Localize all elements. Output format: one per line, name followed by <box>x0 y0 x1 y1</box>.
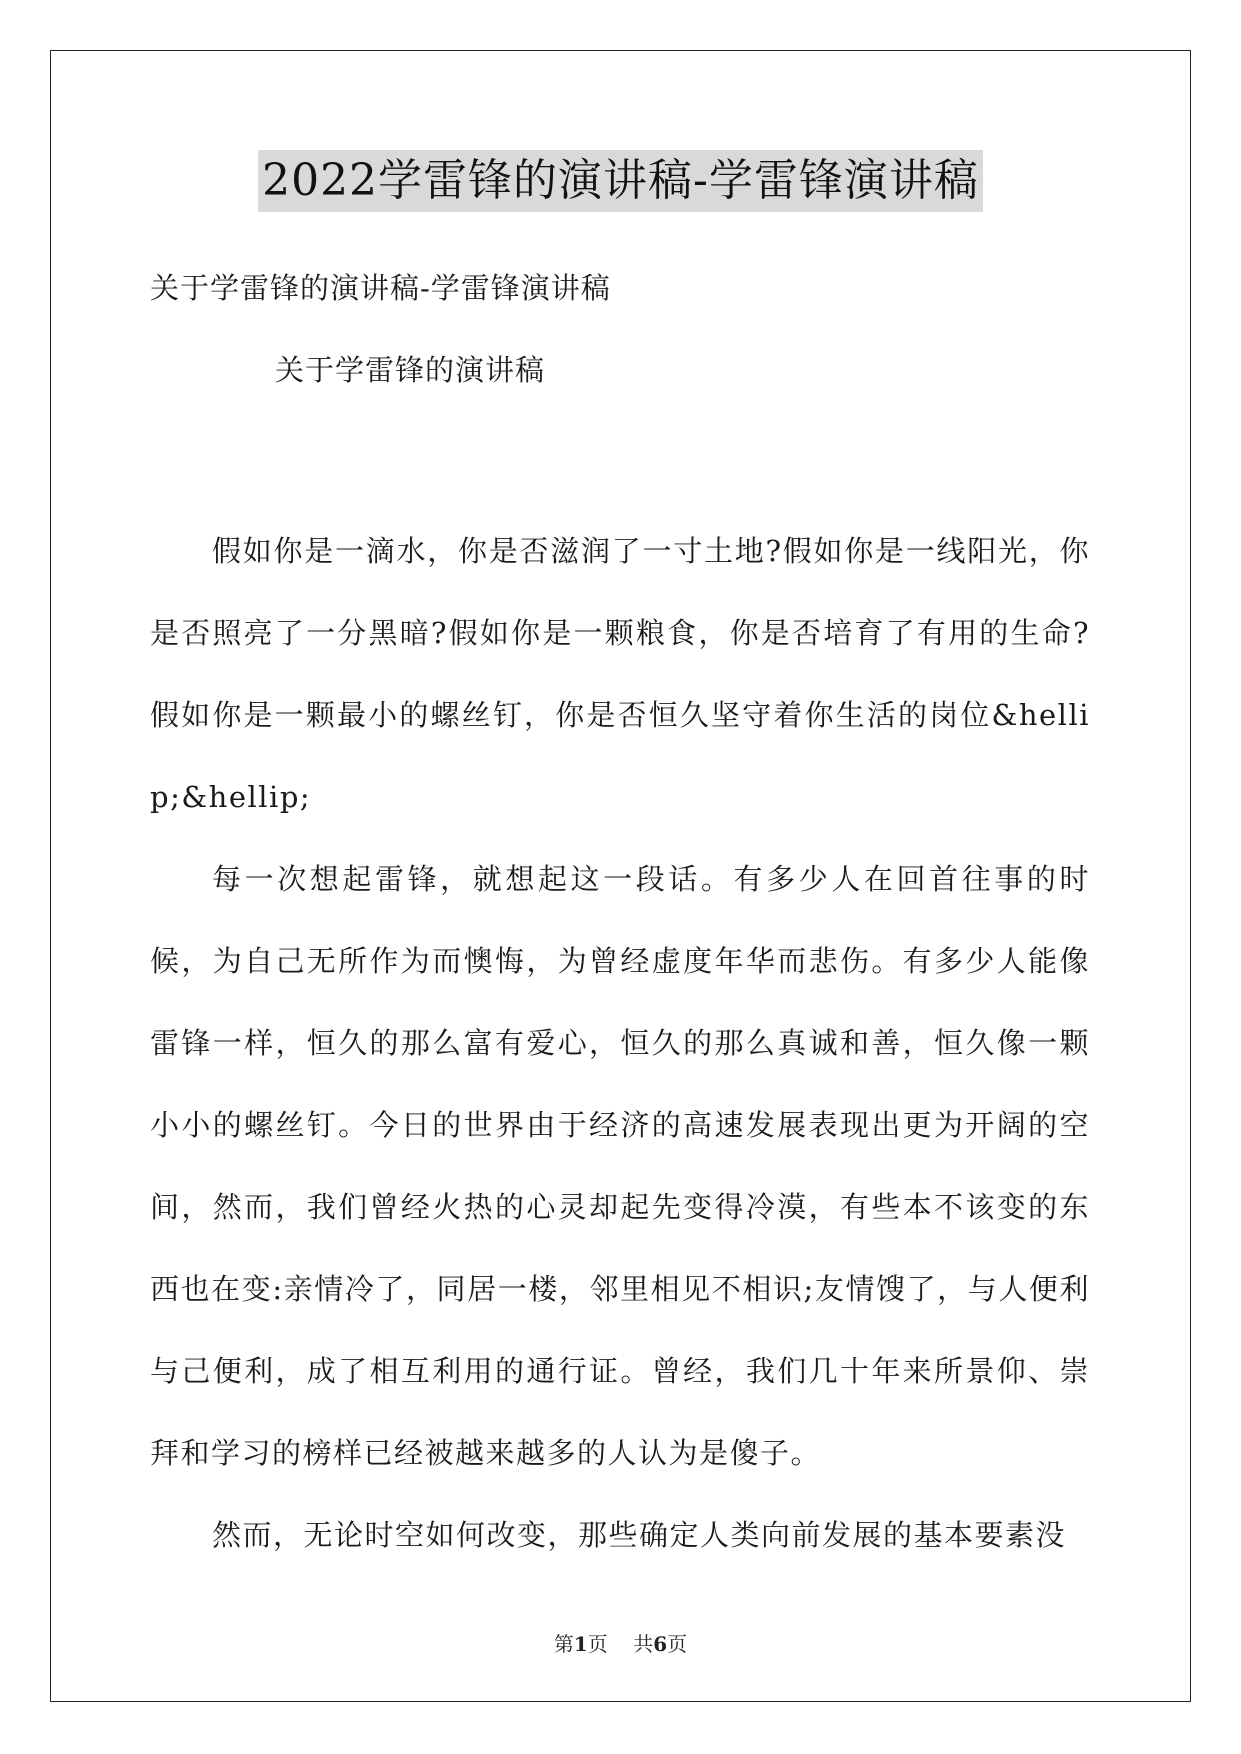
paragraph: 假如你是一滴水，你是否滋润了一寸土地?假如你是一线阳光，你是否照亮了一分黑暗?假如你是一颗粮食，你是否培育了有用的生命?假如你是一颗最小的螺丝钉，你是否恒久坚守着你生活的岗位&hellip;&hellip; <box>150 534 1090 814</box>
footer-total-suffix: 页 <box>667 1632 688 1656</box>
document-title: 2022学雷锋的演讲稿-学雷锋演讲稿 <box>258 150 983 212</box>
title-container <box>0 150 1241 212</box>
footer-total-prefix: 共 <box>633 1632 654 1656</box>
section-heading: 关于学雷锋的演讲稿 <box>275 353 546 387</box>
page-footer <box>0 1630 1241 1658</box>
paragraph: 然而，无论时空如何改变，那些确定人类向前发展的基本要素没 <box>212 1518 1067 1552</box>
footer-prefix: 第 <box>553 1632 574 1656</box>
document-body <box>150 510 1090 1576</box>
footer-page-word: 页 <box>587 1632 608 1656</box>
document-subtitle: 关于学雷锋的演讲稿-学雷锋演讲稿 <box>150 271 611 305</box>
current-page-number: 1 <box>573 1632 588 1656</box>
paragraph: 每一次想起雷锋，就想起这一段话。有多少人在回首往事的时候，为自己无所作为而懊悔，为曾经虚度年华而悲伤。有多少人能像雷锋一样，恒久的那么富有爱心，恒久的那么真诚和善，恒久像一颗小小的螺丝钉。今日的世界由于经济的高速发展表现出更为开阔的空间，然而，我们曾经火热的心灵却起先变得冷漠，有些本不该变的东西也在变:亲情冷了，同居一楼，邻里相见不相识;友情馊了，与人便利与己便利，成了相互利用的通行证。曾经，我们几十年来所景仰、崇拜和学习的榜样已经被越来越多的人认为是傻子。 <box>150 862 1090 1470</box>
total-pages-number: 6 <box>653 1632 668 1656</box>
